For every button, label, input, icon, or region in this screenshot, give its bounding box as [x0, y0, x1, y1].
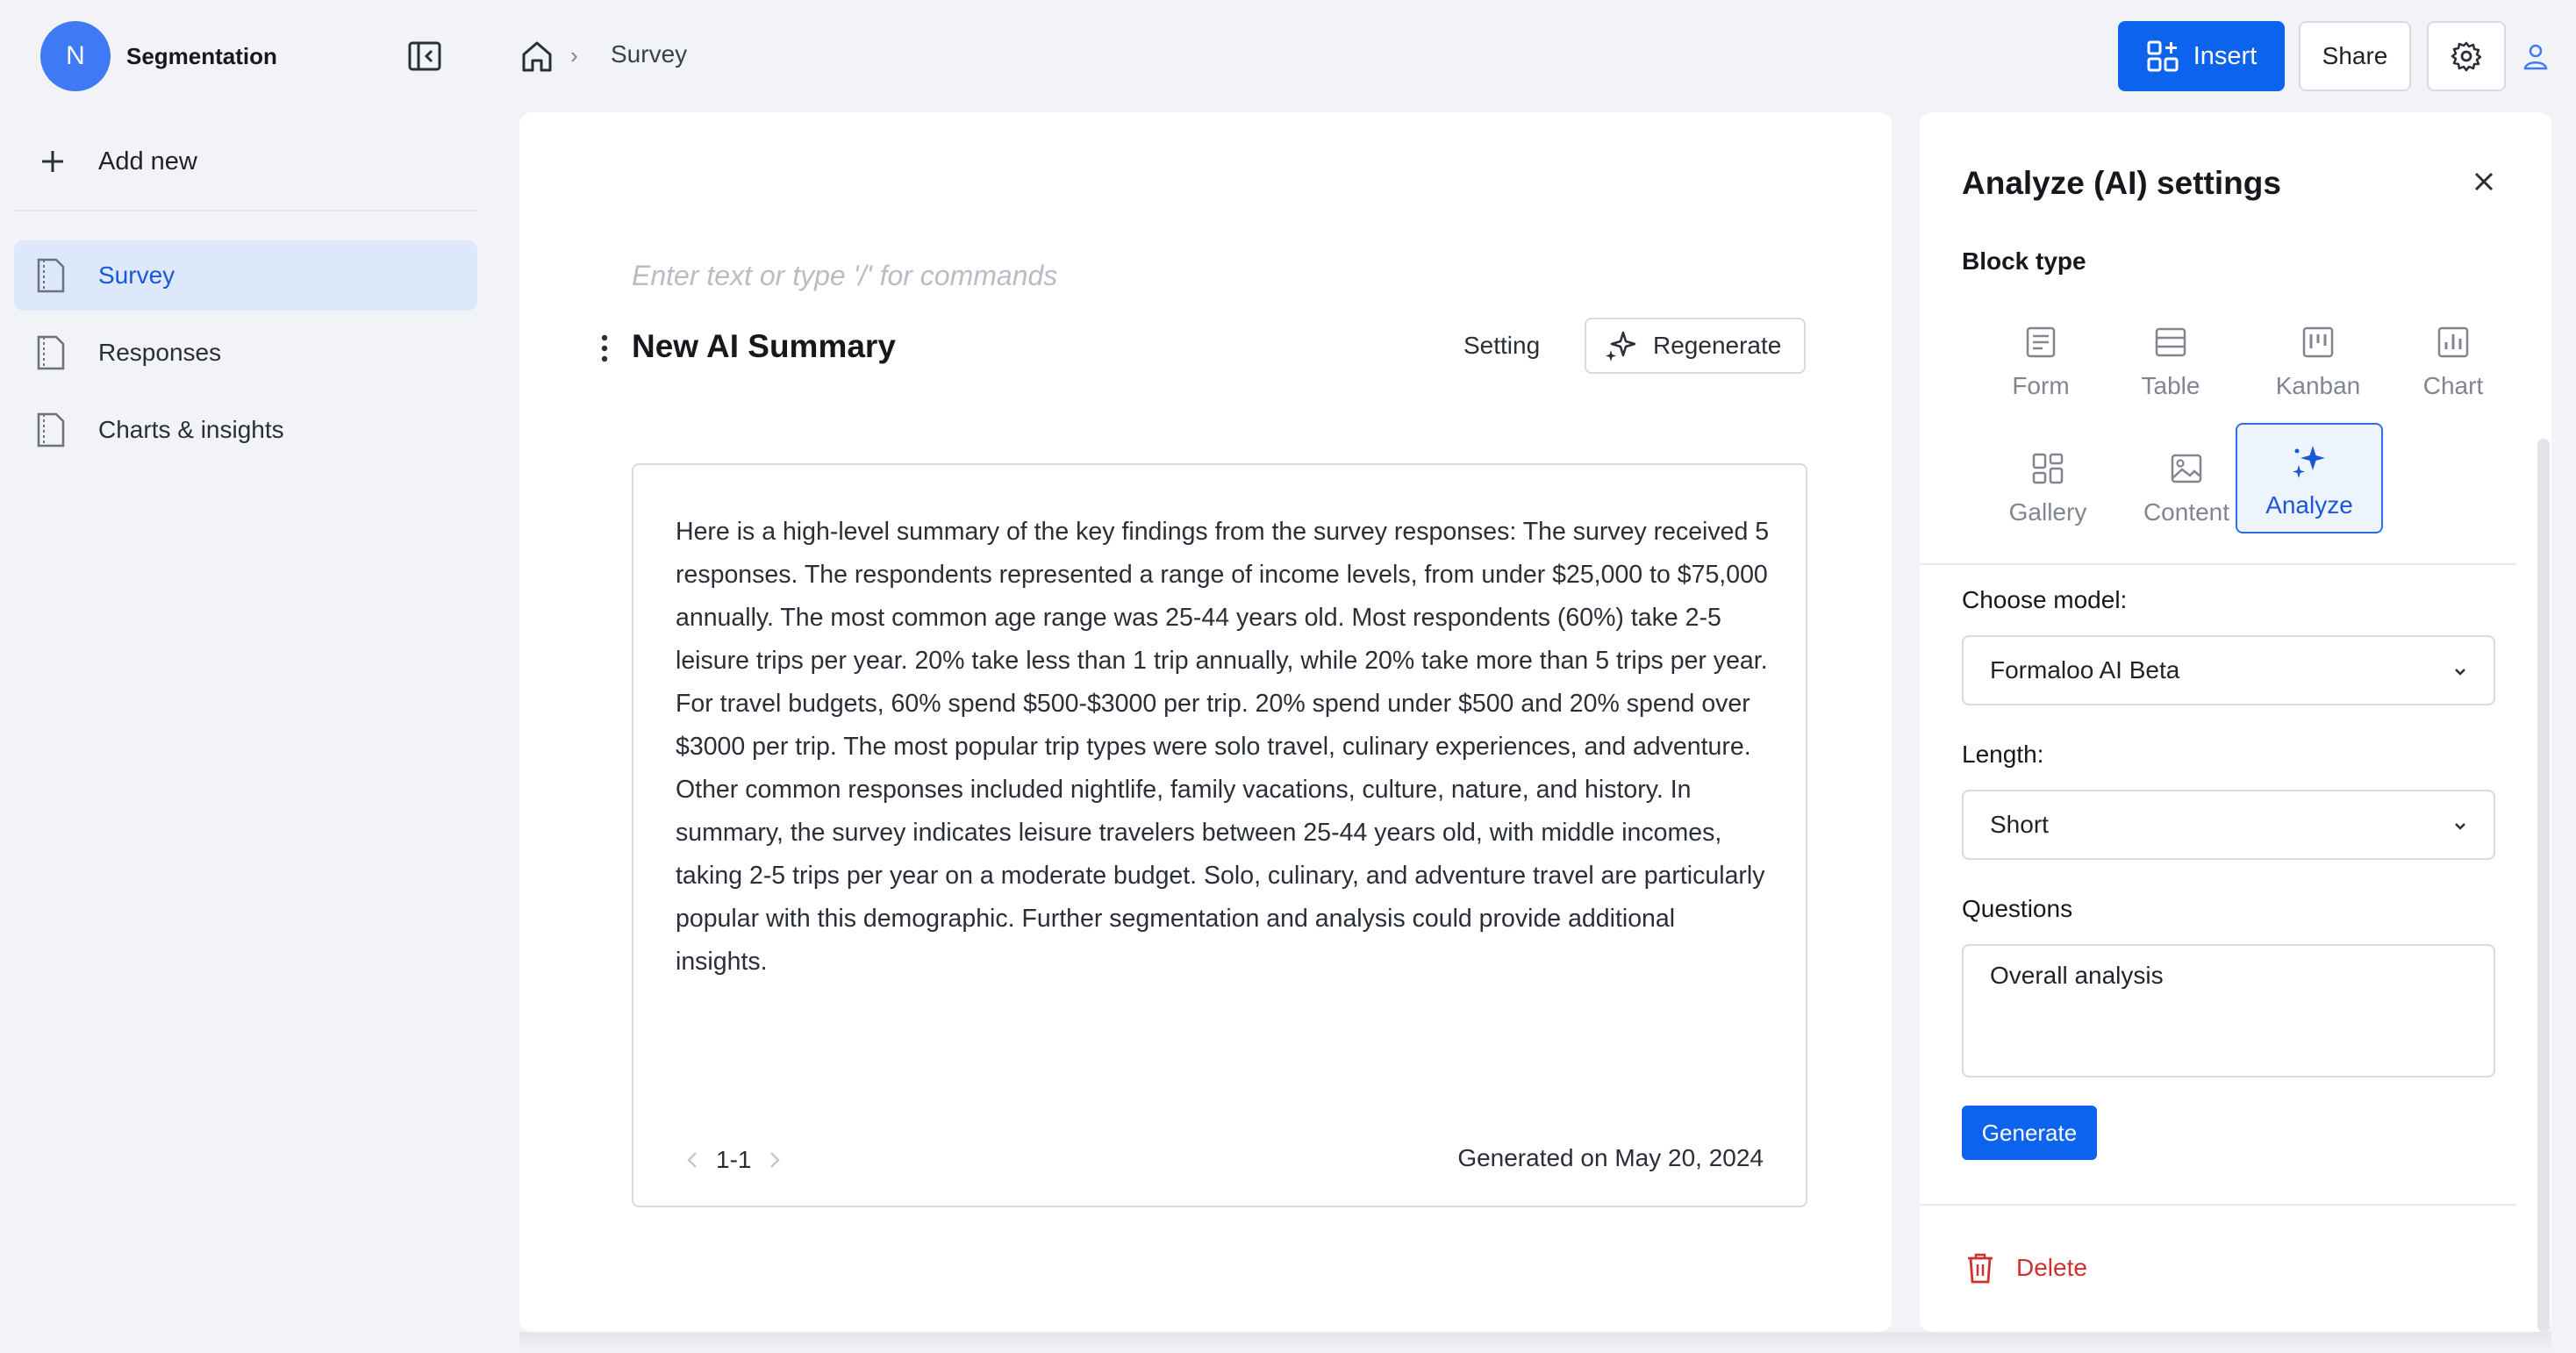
regenerate-label: Regenerate [1653, 332, 1782, 359]
workspace-header[interactable] [40, 21, 277, 91]
gear-icon [2451, 40, 2482, 72]
sidebar-item-label: Survey [98, 261, 175, 289]
panel-divider [1920, 563, 2516, 565]
length-select[interactable] [1962, 790, 2495, 860]
questions-textarea[interactable]: Overall analysis [1962, 944, 2495, 1077]
panel-scrollbar[interactable] [2537, 439, 2550, 1332]
block-title[interactable]: New AI Summary [632, 328, 896, 364]
chevron-down-icon [2451, 818, 2469, 835]
model-label: Choose model: [1962, 586, 2128, 613]
sidebar-item-label: Responses [98, 339, 222, 366]
insert-icon [2146, 39, 2193, 73]
summary-pager [684, 1146, 783, 1174]
regenerate-button[interactable] [1585, 318, 1806, 374]
home-icon[interactable] [519, 39, 555, 74]
block-type-label: Gallery [2008, 498, 2087, 526]
chevron-down-icon [2451, 663, 2469, 681]
sidebar-item-survey[interactable] [14, 240, 477, 311]
plus-icon [35, 144, 70, 179]
block-type-chart[interactable] [2379, 304, 2527, 414]
block-type-analyze[interactable] [2236, 423, 2383, 533]
block-menu-icon[interactable] [598, 333, 611, 363]
generate-button[interactable]: Generate [1962, 1106, 2097, 1160]
sparkles-icon [2290, 444, 2329, 479]
delete-button[interactable] [1965, 1251, 2087, 1285]
add-new-button[interactable] [35, 140, 197, 183]
breadcrumb-current[interactable]: Survey [611, 40, 688, 68]
ai-summary-text: Here is a high-level summary of the key findings from the survey responses: The survey received 5 responses. The respondents represented a range of income levels, from under $25,000 to $75,000 annually. The most common age range was 25-44 years old. Most respondents (60%) take 2-5 leisure trips per year. 20% take less than 1 trip annually, while 20% take more than 5 trips per year. For travel budgets, 60% spend $500-$3000 per trip. 20% spend under $500 and 20% spend over $3000 per trip. The most popular trip types were solo travel, culinary experiences, and adventure. Other common responses included nightlife, family vacations, culture, nature, and history. In summary, the survey indicates leisure travelers between 25-44 years old, with middle incomes, taking 2-5 trips per year on a moderate budget. Solo, culinary, and adventure travel are particularly popular with this demographic. Further segmentation and analysis could provide additional insights. [676, 518, 1770, 976]
share-button[interactable]: Share [2299, 21, 2411, 91]
page-icon [33, 411, 68, 449]
block-type-form[interactable] [1967, 304, 2114, 414]
block-type-label: Analyze [2265, 491, 2353, 519]
settings-button[interactable] [2427, 21, 2506, 91]
ai-summary-card [632, 463, 1807, 1207]
image-icon [2169, 451, 2204, 486]
generated-date: Generated on May 20, 2024 [1457, 1144, 1764, 1171]
sidebar-item-charts-insights[interactable] [14, 395, 477, 465]
block-type-label: Chart [2422, 372, 2484, 399]
sparkles-icon [1604, 329, 1653, 362]
insert-label: Insert [2193, 41, 2258, 70]
sidebar-item-responses[interactable] [14, 318, 477, 388]
page-icon [33, 333, 68, 372]
block-type-table[interactable] [2097, 304, 2244, 414]
block-type-label: Content [2143, 498, 2230, 526]
model-select-value: Formaloo AI Beta [1990, 656, 2180, 684]
kanban-icon [2301, 325, 2336, 360]
questions-label: Questions [1962, 895, 2073, 922]
trash-icon [1965, 1251, 1995, 1285]
chevron-left-icon[interactable] [684, 1149, 700, 1170]
sidebar [0, 0, 491, 1353]
block-type-gallery[interactable] [1974, 430, 2122, 540]
page-icon [33, 256, 68, 295]
block-type-label: Form [2012, 372, 2070, 399]
workspace-name[interactable]: Segmentation [126, 42, 277, 69]
insert-button[interactable] [2118, 21, 2285, 91]
delete-label: Delete [2016, 1254, 2087, 1281]
setting-button[interactable]: Setting [1463, 332, 1541, 359]
table-icon [2153, 325, 2188, 360]
bottom-edge [519, 1332, 2551, 1353]
sidebar-nav [14, 240, 477, 472]
form-icon [2023, 325, 2058, 360]
chart-icon [2436, 325, 2471, 360]
user-icon[interactable] [2520, 40, 2551, 72]
block-type-label: Block type [1962, 247, 2086, 275]
collapse-sidebar-icon[interactable] [405, 39, 444, 74]
length-label: Length: [1962, 741, 2044, 768]
workspace-avatar[interactable]: N [40, 21, 111, 91]
editor-canvas [519, 112, 1892, 1332]
analyze-settings-panel [1920, 112, 2551, 1332]
block-type-kanban[interactable] [2244, 304, 2392, 414]
pager-label: 1-1 [716, 1146, 752, 1173]
close-icon[interactable] [2469, 167, 2499, 197]
breadcrumb-separator: › [570, 42, 578, 68]
sidebar-divider [14, 210, 477, 211]
sidebar-item-label: Charts & insights [98, 416, 284, 443]
gallery-icon [2030, 451, 2065, 486]
add-new-label: Add new [98, 147, 197, 175]
panel-divider [1920, 1204, 2516, 1206]
panel-title: Analyze (AI) settings [1962, 165, 2281, 201]
block-type-label: Table [2141, 372, 2200, 399]
editor-placeholder[interactable]: Enter text or type '/' for commands [632, 260, 1058, 291]
chevron-right-icon[interactable] [767, 1149, 783, 1170]
length-select-value: Short [1990, 811, 2049, 838]
model-select[interactable] [1962, 635, 2495, 705]
block-type-label: Kanban [2275, 372, 2361, 399]
